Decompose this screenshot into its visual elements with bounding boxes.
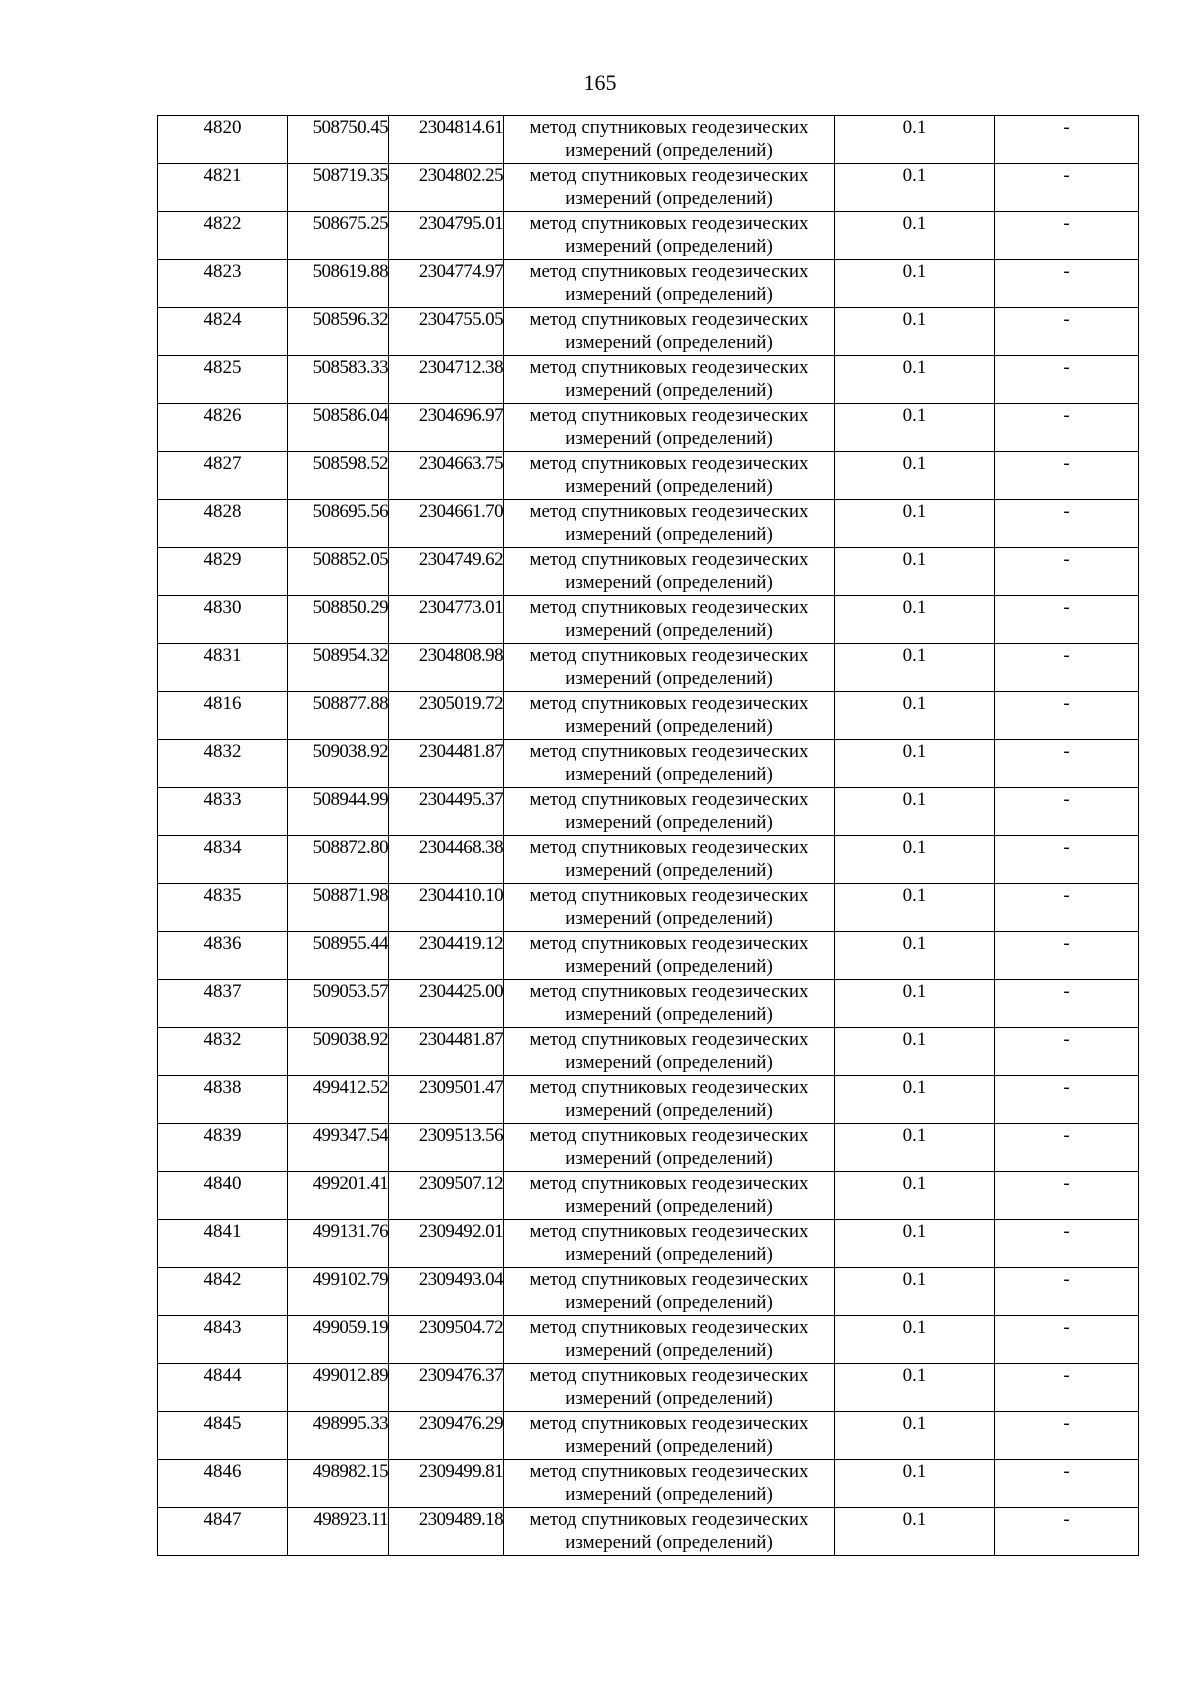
point-number-cell: 4845: [158, 1412, 288, 1460]
y-coordinate-cell: 2304661.70: [389, 500, 504, 548]
accuracy-cell: 0.1: [835, 116, 995, 164]
x-coordinate-cell: 508877.88: [288, 692, 389, 740]
y-coordinate-cell: 2304712.38: [389, 356, 504, 404]
table-row: [158, 1268, 1139, 1316]
extra-cell: -: [995, 404, 1139, 452]
extra-cell: -: [995, 356, 1139, 404]
accuracy-cell: 0.1: [835, 1028, 995, 1076]
y-coordinate-cell: 2309476.37: [389, 1364, 504, 1412]
x-coordinate-cell: 499102.79: [288, 1268, 389, 1316]
method-cell: метод спутниковых геодезических измерений (определений): [504, 1172, 835, 1220]
table-row: [158, 692, 1139, 740]
point-number-cell: 4841: [158, 1220, 288, 1268]
y-coordinate-cell: 2304410.10: [389, 884, 504, 932]
y-coordinate-cell: 2304774.97: [389, 260, 504, 308]
method-cell: метод спутниковых геодезических измерений (определений): [504, 644, 835, 692]
accuracy-cell: 0.1: [835, 644, 995, 692]
accuracy-cell: 0.1: [835, 308, 995, 356]
table-row: [158, 1124, 1139, 1172]
x-coordinate-cell: 499012.89: [288, 1364, 389, 1412]
point-number-cell: 4832: [158, 1028, 288, 1076]
point-number-cell: 4842: [158, 1268, 288, 1316]
method-cell: метод спутниковых геодезических измерений (определений): [504, 1316, 835, 1364]
point-number-cell: 4836: [158, 932, 288, 980]
x-coordinate-cell: 508719.35: [288, 164, 389, 212]
table-row: [158, 1508, 1139, 1556]
extra-cell: -: [995, 884, 1139, 932]
x-coordinate-cell: 498923.11: [288, 1508, 389, 1556]
method-cell: метод спутниковых геодезических измерений (определений): [504, 884, 835, 932]
extra-cell: -: [995, 836, 1139, 884]
table-row: [158, 884, 1139, 932]
accuracy-cell: 0.1: [835, 164, 995, 212]
table-row: [158, 164, 1139, 212]
accuracy-cell: 0.1: [835, 1124, 995, 1172]
table-row: [158, 404, 1139, 452]
extra-cell: -: [995, 644, 1139, 692]
table-row: [158, 548, 1139, 596]
y-coordinate-cell: 2304419.12: [389, 932, 504, 980]
table-row: [158, 356, 1139, 404]
extra-cell: -: [995, 500, 1139, 548]
table-row: [158, 644, 1139, 692]
extra-cell: -: [995, 932, 1139, 980]
extra-cell: -: [995, 1076, 1139, 1124]
method-cell: метод спутниковых геодезических измерений (определений): [504, 1268, 835, 1316]
x-coordinate-cell: 508750.45: [288, 116, 389, 164]
point-number-cell: 4831: [158, 644, 288, 692]
y-coordinate-cell: 2304802.25: [389, 164, 504, 212]
method-cell: метод спутниковых геодезических измерений (определений): [504, 1028, 835, 1076]
accuracy-cell: 0.1: [835, 1316, 995, 1364]
y-coordinate-cell: 2304425.00: [389, 980, 504, 1028]
method-cell: метод спутниковых геодезических измерений (определений): [504, 980, 835, 1028]
method-cell: метод спутниковых геодезических измерений (определений): [504, 1460, 835, 1508]
x-coordinate-cell: 508583.33: [288, 356, 389, 404]
point-number-cell: 4830: [158, 596, 288, 644]
accuracy-cell: 0.1: [835, 596, 995, 644]
method-cell: метод спутниковых геодезических измерений (определений): [504, 932, 835, 980]
table-row: [158, 1220, 1139, 1268]
x-coordinate-cell: 499201.41: [288, 1172, 389, 1220]
table-row: [158, 500, 1139, 548]
method-cell: метод спутниковых геодезических измерений (определений): [504, 500, 835, 548]
extra-cell: -: [995, 1172, 1139, 1220]
accuracy-cell: 0.1: [835, 212, 995, 260]
accuracy-cell: 0.1: [835, 1268, 995, 1316]
accuracy-cell: 0.1: [835, 932, 995, 980]
extra-cell: -: [995, 1268, 1139, 1316]
point-number-cell: 4820: [158, 116, 288, 164]
method-cell: метод спутниковых геодезических измерений (определений): [504, 1508, 835, 1556]
y-coordinate-cell: 2309499.81: [389, 1460, 504, 1508]
method-cell: метод спутниковых геодезических измерений (определений): [504, 452, 835, 500]
point-number-cell: 4839: [158, 1124, 288, 1172]
point-number-cell: 4825: [158, 356, 288, 404]
accuracy-cell: 0.1: [835, 1412, 995, 1460]
accuracy-cell: 0.1: [835, 404, 995, 452]
point-number-cell: 4838: [158, 1076, 288, 1124]
y-coordinate-cell: 2304749.62: [389, 548, 504, 596]
y-coordinate-cell: 2304495.37: [389, 788, 504, 836]
accuracy-cell: 0.1: [835, 1220, 995, 1268]
point-number-cell: 4816: [158, 692, 288, 740]
x-coordinate-cell: 499412.52: [288, 1076, 389, 1124]
method-cell: метод спутниковых геодезических измерений (определений): [504, 356, 835, 404]
point-number-cell: 4821: [158, 164, 288, 212]
method-cell: метод спутниковых геодезических измерений (определений): [504, 404, 835, 452]
point-number-cell: 4823: [158, 260, 288, 308]
extra-cell: -: [995, 452, 1139, 500]
method-cell: метод спутниковых геодезических измерений (определений): [504, 1124, 835, 1172]
method-cell: метод спутниковых геодезических измерений (определений): [504, 1364, 835, 1412]
point-number-cell: 4835: [158, 884, 288, 932]
accuracy-cell: 0.1: [835, 1076, 995, 1124]
method-cell: метод спутниковых геодезических измерений (определений): [504, 1220, 835, 1268]
accuracy-cell: 0.1: [835, 788, 995, 836]
table-row: [158, 1316, 1139, 1364]
extra-cell: -: [995, 548, 1139, 596]
method-cell: метод спутниковых геодезических измерений (определений): [504, 548, 835, 596]
point-number-cell: 4840: [158, 1172, 288, 1220]
y-coordinate-cell: 2309489.18: [389, 1508, 504, 1556]
y-coordinate-cell: 2304481.87: [389, 740, 504, 788]
point-number-cell: 4822: [158, 212, 288, 260]
extra-cell: -: [995, 116, 1139, 164]
extra-cell: -: [995, 692, 1139, 740]
y-coordinate-cell: 2304481.87: [389, 1028, 504, 1076]
table-row: [158, 740, 1139, 788]
x-coordinate-cell: 508596.32: [288, 308, 389, 356]
accuracy-cell: 0.1: [835, 836, 995, 884]
y-coordinate-cell: 2309493.04: [389, 1268, 504, 1316]
table-row: [158, 788, 1139, 836]
y-coordinate-cell: 2309513.56: [389, 1124, 504, 1172]
x-coordinate-cell: 508850.29: [288, 596, 389, 644]
page-number: 165: [583, 70, 617, 95]
x-coordinate-cell: 499059.19: [288, 1316, 389, 1364]
y-coordinate-cell: 2309504.72: [389, 1316, 504, 1364]
table-row: [158, 980, 1139, 1028]
table-row: [158, 836, 1139, 884]
point-number-cell: 4828: [158, 500, 288, 548]
point-number-cell: 4846: [158, 1460, 288, 1508]
accuracy-cell: 0.1: [835, 1172, 995, 1220]
method-cell: метод спутниковых геодезических измерений (определений): [504, 1076, 835, 1124]
table-row: [158, 1028, 1139, 1076]
x-coordinate-cell: 508852.05: [288, 548, 389, 596]
x-coordinate-cell: 508598.52: [288, 452, 389, 500]
point-number-cell: 4847: [158, 1508, 288, 1556]
coordinates-table-body: [158, 116, 1139, 1556]
accuracy-cell: 0.1: [835, 1508, 995, 1556]
x-coordinate-cell: 509038.92: [288, 740, 389, 788]
x-coordinate-cell: 508955.44: [288, 932, 389, 980]
extra-cell: -: [995, 1028, 1139, 1076]
y-coordinate-cell: 2309492.01: [389, 1220, 504, 1268]
method-cell: метод спутниковых геодезических измерений (определений): [504, 260, 835, 308]
point-number-cell: 4824: [158, 308, 288, 356]
accuracy-cell: 0.1: [835, 1364, 995, 1412]
x-coordinate-cell: 508586.04: [288, 404, 389, 452]
accuracy-cell: 0.1: [835, 1460, 995, 1508]
extra-cell: -: [995, 596, 1139, 644]
method-cell: метод спутниковых геодезических измерений (определений): [504, 788, 835, 836]
accuracy-cell: 0.1: [835, 260, 995, 308]
y-coordinate-cell: 2304773.01: [389, 596, 504, 644]
extra-cell: -: [995, 740, 1139, 788]
x-coordinate-cell: 508944.99: [288, 788, 389, 836]
table-row: [158, 1076, 1139, 1124]
method-cell: метод спутниковых геодезических измерений (определений): [504, 692, 835, 740]
x-coordinate-cell: 508619.88: [288, 260, 389, 308]
accuracy-cell: 0.1: [835, 452, 995, 500]
y-coordinate-cell: 2304814.61: [389, 116, 504, 164]
y-coordinate-cell: 2304663.75: [389, 452, 504, 500]
extra-cell: -: [995, 1508, 1139, 1556]
table-row: [158, 116, 1139, 164]
method-cell: метод спутниковых геодезических измерений (определений): [504, 836, 835, 884]
table-row: [158, 1364, 1139, 1412]
extra-cell: -: [995, 164, 1139, 212]
table-row: [158, 260, 1139, 308]
table-row: [158, 308, 1139, 356]
extra-cell: -: [995, 1364, 1139, 1412]
method-cell: метод спутниковых геодезических измерений (определений): [504, 116, 835, 164]
x-coordinate-cell: 508695.56: [288, 500, 389, 548]
x-coordinate-cell: 499131.76: [288, 1220, 389, 1268]
y-coordinate-cell: 2309476.29: [389, 1412, 504, 1460]
extra-cell: -: [995, 1124, 1139, 1172]
point-number-cell: 4834: [158, 836, 288, 884]
y-coordinate-cell: 2304795.01: [389, 212, 504, 260]
x-coordinate-cell: 498982.15: [288, 1460, 389, 1508]
method-cell: метод спутниковых геодезических измерений (определений): [504, 164, 835, 212]
point-number-cell: 4833: [158, 788, 288, 836]
extra-cell: -: [995, 212, 1139, 260]
extra-cell: -: [995, 1220, 1139, 1268]
point-number-cell: 4826: [158, 404, 288, 452]
extra-cell: -: [995, 1460, 1139, 1508]
accuracy-cell: 0.1: [835, 548, 995, 596]
table-row: [158, 212, 1139, 260]
accuracy-cell: 0.1: [835, 500, 995, 548]
extra-cell: -: [995, 308, 1139, 356]
point-number-cell: 4832: [158, 740, 288, 788]
y-coordinate-cell: 2309507.12: [389, 1172, 504, 1220]
method-cell: метод спутниковых геодезических измерений (определений): [504, 740, 835, 788]
accuracy-cell: 0.1: [835, 980, 995, 1028]
table-row: [158, 596, 1139, 644]
y-coordinate-cell: 2309501.47: [389, 1076, 504, 1124]
table-row: [158, 1412, 1139, 1460]
x-coordinate-cell: 508872.80: [288, 836, 389, 884]
accuracy-cell: 0.1: [835, 356, 995, 404]
method-cell: метод спутниковых геодезических измерений (определений): [504, 596, 835, 644]
point-number-cell: 4843: [158, 1316, 288, 1364]
accuracy-cell: 0.1: [835, 884, 995, 932]
point-number-cell: 4827: [158, 452, 288, 500]
extra-cell: -: [995, 980, 1139, 1028]
table-row: [158, 1172, 1139, 1220]
accuracy-cell: 0.1: [835, 740, 995, 788]
y-coordinate-cell: 2305019.72: [389, 692, 504, 740]
x-coordinate-cell: 498995.33: [288, 1412, 389, 1460]
method-cell: метод спутниковых геодезических измерений (определений): [504, 1412, 835, 1460]
table-row: [158, 1460, 1139, 1508]
extra-cell: -: [995, 260, 1139, 308]
x-coordinate-cell: 499347.54: [288, 1124, 389, 1172]
x-coordinate-cell: 509053.57: [288, 980, 389, 1028]
x-coordinate-cell: 508675.25: [288, 212, 389, 260]
extra-cell: -: [995, 788, 1139, 836]
x-coordinate-cell: 509038.92: [288, 1028, 389, 1076]
y-coordinate-cell: 2304468.38: [389, 836, 504, 884]
table-row: [158, 932, 1139, 980]
point-number-cell: 4837: [158, 980, 288, 1028]
x-coordinate-cell: 508871.98: [288, 884, 389, 932]
point-number-cell: 4829: [158, 548, 288, 596]
method-cell: метод спутниковых геодезических измерений (определений): [504, 212, 835, 260]
table-row: [158, 452, 1139, 500]
y-coordinate-cell: 2304808.98: [389, 644, 504, 692]
coordinates-table: [157, 115, 1139, 1556]
point-number-cell: 4844: [158, 1364, 288, 1412]
y-coordinate-cell: 2304755.05: [389, 308, 504, 356]
extra-cell: -: [995, 1412, 1139, 1460]
extra-cell: -: [995, 1316, 1139, 1364]
y-coordinate-cell: 2304696.97: [389, 404, 504, 452]
accuracy-cell: 0.1: [835, 692, 995, 740]
method-cell: метод спутниковых геодезических измерений (определений): [504, 308, 835, 356]
x-coordinate-cell: 508954.32: [288, 644, 389, 692]
